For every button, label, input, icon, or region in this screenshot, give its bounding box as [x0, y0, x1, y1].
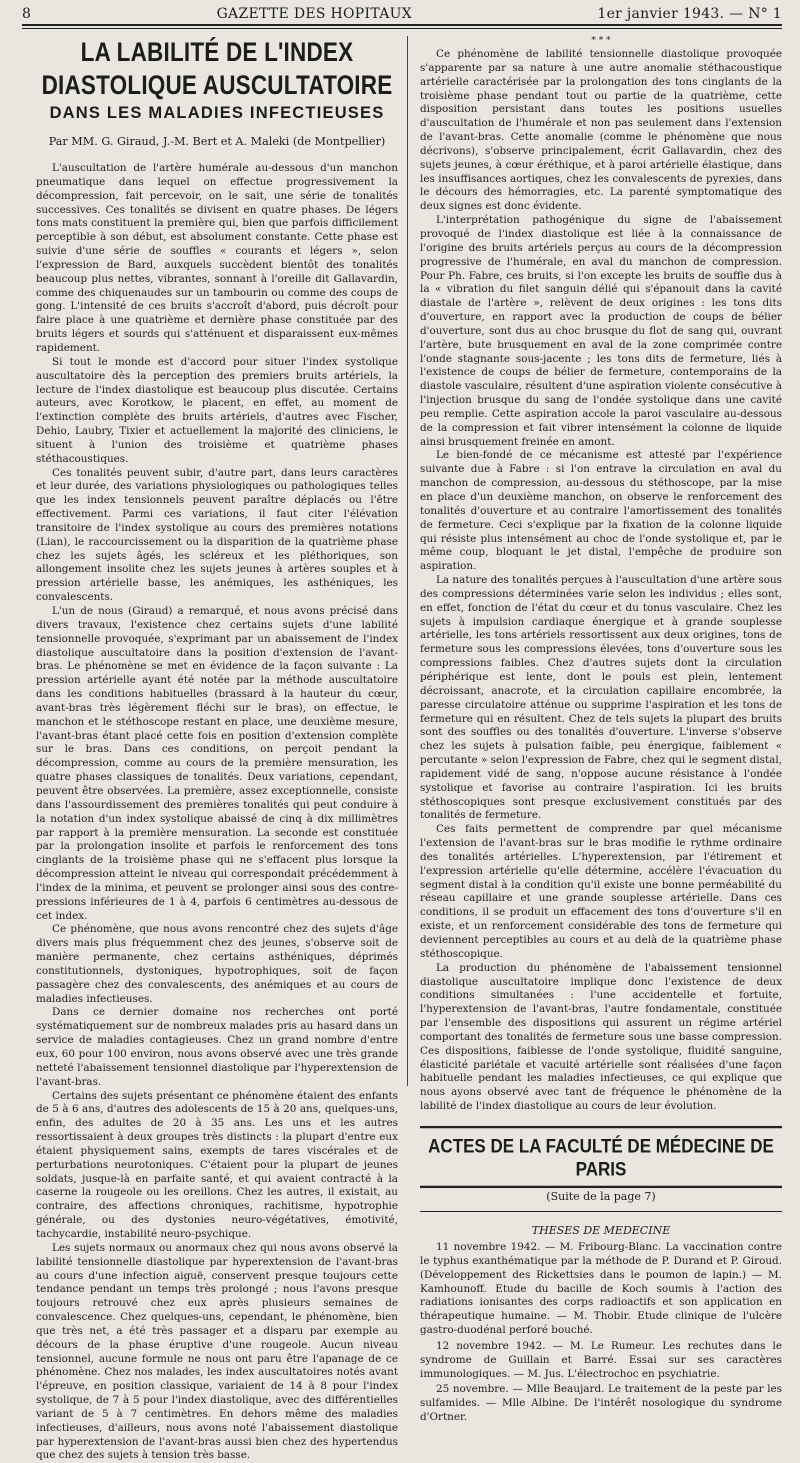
- paragraph: Les sujets normaux ou anormaux chez qui nous avons observé la labilité tensionnelle diastolique par hyperextension de l'avant-bras au cours d'une infection aiguë, conservent presque toujours cette tendance pendant un temps très prolongé ; nous l'avons presque toujours retrouvé chez eux après plusieurs semaines de convalescence. Chez quelques-uns, cependant, le phénomène, bien que très net, a été très passager et a disparu par exemple au décours de la phase éruptive d'une rougeole. Aucun niveau tensionnel, aucune formule ne nous ont paru être l'apanage de ce phénomène. Chez nos malades, les index auscultatoires notés avant l'épreuve, en position classique, variaient de 14 à 8 pour l'index systolique, de 7 à 5 pour l'index diastolique, avec des différentielles variant de 5 à 7 centimètres. En dehors même des maladies infectieuses, d'ailleurs, nous avons noté l'abaissement diastolique par hyperextension de l'avant-bras aussi bien chez des hypertendus que chez des sujets à tension très basse.: [36, 1241, 398, 1462]
- article-subtitle: DANS LES MALADIES INFECTIEUSES: [49, 104, 385, 122]
- header-rule-thin: [22, 28, 782, 29]
- section-rule: [420, 1211, 782, 1212]
- section-break-stars: * * *: [591, 36, 611, 46]
- paragraph: Si tout le monde est d'accord pour situer l'index systolique auscultatoire dès la perception des premiers bruits artériels, la lecture de l'index diastolique est beaucoup plus discutée. Certains auteurs, avec Korotkow, le placent, en effet, au moment de l'extinction complète des bruits artériels, d'autres avec Fischer, Dehio, Laubry, Tixier et actuellement la majorité des cliniciens, le situent à l'union des troisième et quatrième phases stéthacoustiques.: [36, 355, 398, 465]
- paragraph: Dans ce dernier domaine nos recherches ont porté systématiquement sur de nombreux malades pris au hasard dans un service de maladies contagieuses. Chez un grand nombre d'entre eux, 60 pour 100 environ, nous avons observé avec une très grande netteté l'abaissement tensionnel diastolique par l'hyperextension de l'avant-bras.: [36, 1006, 398, 1088]
- theses-heading: THESES DE MEDECINE: [531, 1223, 671, 1237]
- publication-name: GAZETTE DES HOPITAUX: [216, 6, 412, 22]
- paragraph: L'interprétation pathogénique du signe de l'abaissement provoqué de l'index diastolique est liée à la connaissance de l'origine des bruits artériels perçus au cours de la décompression progressive de l'humérale, en aval du manchon de compression. Pour Ph. Fabre, ces bruits, si l'on excepte les bruits de souffle dus à la « vibration du filet sanguin délié qui s'épanouit dans la cavité diastale de l'artère », relèvent de deux origines : les tons dits d'ouverture, en rapport avec la production de coups de bélier d'ouverture, sont dus au choc brusque du flot de sang qui, ouvrant l'artère, bute brusquement en aval de la zone comprimée contre l'onde stagnante sous-jacente ; les tons dits de fermeture, liés à l'existence de coups de bélier de fermeture, contemporains de la diastole vasculaire, résultent d'une aspiration violente consécutive à l'injection brusque du sang de l'ondée systolique dans une cavité peu remplie. Cette aspiration accole la paroi vasculaire au-dessous de la compression et fait vibrer intensément la colonne de liquide ainsi brusquement freinée en amont.: [420, 214, 782, 448]
- column-divider: [407, 36, 408, 1086]
- paragraph: Ces faits permettent de comprendre par quel mécanisme l'extension de l'avant-bras sur le bras modifie le rythme ordinaire des tonalités artérielles. L'hyperextension, par l'étirement et l'expression artérielle qu'elle détermine, accélère l'évacuation du segment distal à la condition qu'il existe une bonne perméabilité du réseau capillaire et une grande souplesse artérielle. Dans ces conditions, il se produit un effacement des tons d'ouverture s'il en existe, et un renforcement considérable des tons de fermeture qui deviennent perceptibles au cours et au delà de la quatrième phase stéthoscopique.: [420, 823, 782, 960]
- paragraph: L'un de nous (Giraud) a remarqué, et nous avons précisé dans divers travaux, l'existence chez certains sujets d'une labilité tensionnelle provoquée, s'exprimant par un abaissement de l'index diastolique auscultatoire dans la position d'extension de l'avant-bras. Le phénomène se met en évidence de la façon suivante : La pression artérielle ayant été notée par la méthode auscultatoire dans les conditions habituelles (brassard à la hauteur du cœur, avant-bras très légèrement fléchi sur le bras), on effectue, le manchon et le stéthoscope restant en place, une deuxième mesure, l'avant-bras étant placé cette fois en position d'extension complète sur le bras. Dans ces conditions, on perçoit pendant la décompression, comme au cours de la première mensuration, les quatre phases classiques de tonalités. Deux variations, cependant, peuvent être observées. La première, assez exceptionnelle, consiste dans l'assourdissement des premières tonalités qui peut conduire à la notation d'un index systolique abaissé de cinq à dix millimètres par rapport à la première mensuration. La seconde est constituée par la prolongation insolite et parfois le renforcement des tons cinglants de la troisième phase qui ne s'effacent plus lorsque la décompression atteint le niveau qui correspondait précédemment à l'index de la minima, et peuvent se prolonger ainsi sous des contre-pressions inférieures de 1 à 4, parfois 6 centimètres au-dessous de cet index.: [36, 605, 398, 922]
- right-column: [420, 36, 782, 1425]
- paragraph: Ces tonalités peuvent subir, d'autre part, dans leurs caractères et leur durée, des variations physiologiques ou pathologiques telles que les index tensionnels peuvent paraître déplacés ou l'être effectivement. Parmi ces variations, il faut citer l'élévation transitoire de l'index systolique au cours des premières notations (Lian), le raccourcissement ou la disparition de la quatrième phase chez les sujets âgés, les scléreux et les pléthoriques, son allongement insolite chez les sujets jeunes à artères souples et à pression artérielle basse, les anémiques, les asthéniques, les convalescents.: [36, 466, 398, 604]
- paragraph: La production du phénomène de l'abaissement tensionnel diastolique auscultatoire implique donc l'existence de deux conditions simultanées : l'une accidentelle et fortuite, l'hyperextension de l'avant-bras, l'autre fondamentale, constituée par l'ensemble des dispositions qui assurent un régime artériel comportant des tonalités de fermeture sous une basse compression. Ces dispositions, faiblesse de l'onde systolique, fluidité sanguine, élasticité pariétale et vacuité artérielle sont réalisées d'une façon habituelle pendant les maladies infectieuses, ce qui explique que nous ayons observé avec tant de fréquence le phénomène de la labilité de l'index diastolique au cours de leur évolution.: [420, 961, 782, 1113]
- paragraph: Certains des sujets présentant ce phénomène étaient des enfants de 5 à 6 ans, d'autres des adolescents de 15 à 20 ans, quelques-uns, enfin, des adultes de 20 à 35 ans. Les uns et les autres ressortissaient à deux groupes très distincts : la plupart d'entre eux étaient physiquement sains, exempts de tares viscérales et de perturbations neurotoniques. C'étaient pour la plupart de jeunes soldats, jusque-là en parfaite santé, et qui avaient contracté à la caserne la rougeole ou les oreillons. Chez les autres, il existait, au contraire, des affections chroniques, rachitisme, hypotrophie générale, ou des dystonies neuro-végétatives, émotivité, tachycardie, instabilité neuro-psychique.: [36, 1089, 398, 1240]
- thesis-entry: 12 novembre 1942. — M. Le Rumeur. Les rechutes dans le syndrome de Guillain et Barré. Essai sur ses caractères immunologiques. — M. Jus. L'électrochoc en psychiatrie.: [420, 1339, 782, 1380]
- header-rule: [22, 24, 782, 26]
- article-authors: Par MM. G. Giraud, J.-M. Bert et A. Maleki (de Montpellier): [48, 135, 386, 148]
- thesis-entry: 25 novembre. — Mlle Beaujard. Le traitement de la peste par les sulfamides. — Mlle Albine. De l'intérêt nosologique du syndrome d'Ortner.: [420, 1383, 782, 1424]
- paragraph: Le bien-fondé de ce mécanisme est attesté par l'expérience suivante due à Fabre : si l'on entrave la circulation en aval du manchon de compression, au-dessous du stéthoscope, par la mise en place d'un deuxième manchon, on observe le renforcement des tonalités d'ouverture et au contraire l'amortissement des tonalités de fermeture. Ceci s'explique par la fixation de la colonne liquide qui résiste plus intensément au choc de l'onde systolique et, par le même coup, bloquant le jet distal, l'empêche de produire son aspiration.: [420, 449, 782, 573]
- article-title: LA LABILITÉ DE L'INDEX DIASTOLIQUE AUSCULTATOIRE: [41, 37, 393, 100]
- paragraph: Ce phénomène, que nous avons rencontré chez des sujets d'âge divers mais plus fréquemment chez des jeunes, s'observe soit de manière permanente, chez certains asthéniques, déprimés constitutionnels, dystoniques, hypotrophiques, soit de façon passagère chez des convalescents, des anémiques et au cours de maladies infectieuses.: [36, 923, 398, 1005]
- thesis-entry: 11 novembre 1942. — M. Fribourg-Blanc. La vaccination contre le typhus exanthématique par la méthode de P. Durand et P. Giroud. (Développement des Rickettsies dans le poumon de lapin.) — M. Kamhounoff. Etude du bacille de Koch soumis à l'action des radiations ionisantes des corps radioactifs et son application en thérapeutique humaine. — M. Thobir. Etude clinique de l'ulcère gastro-duodénal perforé bouché.: [420, 1240, 782, 1337]
- faculty-section-title: ACTES DE LA FACULTÉ DE MÉDECINE DE PARIS: [420, 1126, 782, 1188]
- left-column: [36, 36, 398, 1463]
- paragraph: La nature des tonalités perçues à l'auscultation d'une artère sous des compressions déterminées varie selon les individus ; elles sont, en effet, fonction de l'état du cœur et du tonus vasculaire. Chez les sujets à impulsion cardiaque énergique et à grande souplesse artérielle, les tons artériels ressortissent aux deux origines, tons de fermeture sous les compressions élevées, tons d'ouverture sous les compressions faibles. Chez d'autres sujets dont la circulation périphérique est lente, dont le pouls est plein, lentement décroissant, anacrote, et la circulation capillaire encombrée, la paresse circulatoire atténue ou supprime l'aspiration et les tons de fermeture qui en résultent. Chez de tels sujets la plupart des bruits sont des souffles ou des tonalités d'ouverture. L'inverse s'observe chez les sujets à pulsation faible, peu énergique, faiblement « percutante » selon l'expression de Fabre, chez qui le segment distal, rapidement vidé de sang, n'oppose aucune résistance à l'ondée systolique et favorise au contraire l'aspiration. Ici les bruits stéthoscopiques sont presque exclusivement constitués par des tonalités de fermeture.: [420, 574, 782, 822]
- paragraph: Ce phénomène de labilité tensionnelle diastolique provoquée s'apparente par sa nature à une autre anomalie stéthacoustique artérielle caractérisée par la prolongation des tons cinglants de la troisième phase pendant tout ou partie de la quatrième, cette disposition persistant dans toutes les positions usuelles d'auscultation de l'humérale et non pas seulement dans l'extension de l'avant-bras. Cette anomalie (comme le phénomène que nous décrivons), s'observe principalement, écrit Gallavardin, chez des sujets jeunes, à cœur éréthique, et à paroi artérielle élastique, dans les insuffisances aortiques, chez les convalescents de pyrexies, dans le décours des hémorragies, etc. La parenté symptomatique des deux signes est donc évidente.: [420, 48, 782, 213]
- issue-date: 1er janvier 1943. — N° 1: [597, 6, 782, 22]
- page-header: [22, 4, 782, 24]
- page-number: 8: [22, 6, 32, 22]
- continued-note: (Suite de la page 7): [546, 1189, 656, 1203]
- paragraph: L'auscultation de l'artère humérale au-dessous d'un manchon pneumatique dans lequel on effectue progressivement la décompression, fait percevoir, on le sait, une série de tonalités successives. Ces tonalités se divisent en quatre phases. De légers tons mats constituent la première qui, bien que parfois difficilement perceptible à son début, est absolument constante. Cette phase est suivie d'une série de souffles « courants et légers », selon l'expression de Bard, auxquels succèdent bientôt des tonalités beaucoup plus nettes, vibrantes, sonnant à l'oreille dit Gallavardin, comme des chiquenaudes sur un tambourin ou comme des coups de gong. L'intensité de ces bruits s'accroît d'abord, puis décroît pour faire place à une quatrième et dernière phase constituée par des bruits légers et sourds qui s'atténuent et disparaissent eux-mêmes rapidement.: [36, 162, 398, 354]
